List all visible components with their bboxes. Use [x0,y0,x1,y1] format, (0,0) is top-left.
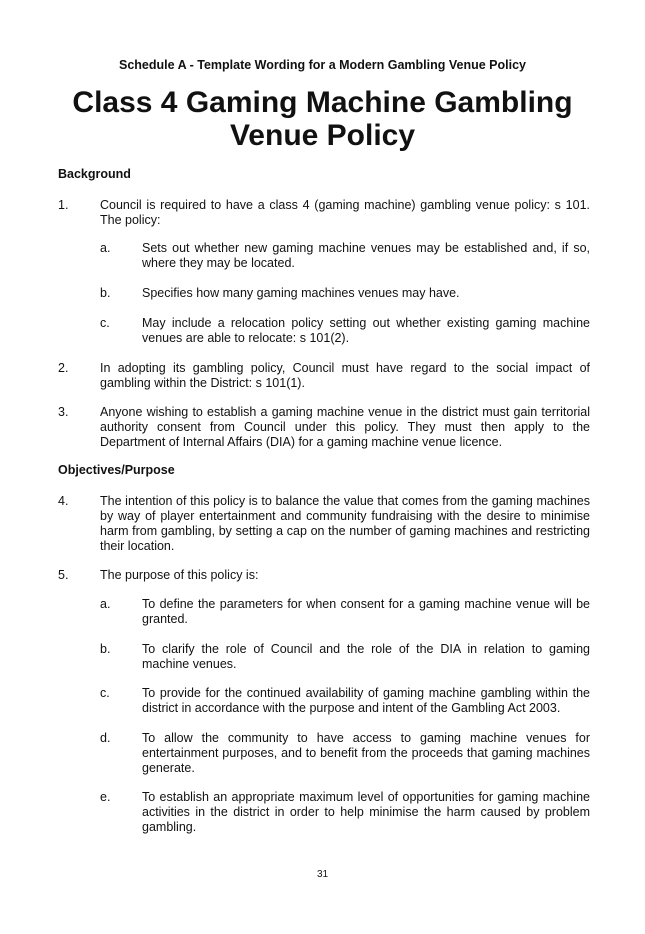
list-item [58,198,590,228]
item-text: To allow the community to have access to gaming machine venues for entertainment purposes, and to benefit from the proceeds that gaming machines generate. [142,731,590,775]
item-number: 5. [58,568,69,582]
item-number: b. [100,642,111,656]
list-item [58,405,590,450]
sub-list-item [100,686,590,716]
item-text: The intention of this policy is to balance the value that comes from the gaming machines by way of player entertainment and community fundraising with the desire to minimise harm from gambling, by setting a cap on the number of gaming machines and restricting their location. [100,494,590,553]
item-number: 4. [58,494,69,508]
item-number: 1. [58,198,69,212]
sub-list-item [100,316,590,346]
schedule-heading: Schedule A - Template Wording for a Modern Gambling Venue Policy [118,58,526,72]
item-text: Sets out whether new gaming machine venues may be established and, if so, where they may be located. [142,241,590,270]
item-number: c. [100,686,110,700]
item-text: To define the parameters for when consent for a gaming machine venue will be granted. [142,597,590,626]
item-number: a. [100,597,111,611]
item-number: 3. [58,405,69,419]
item-text: To provide for the continued availability of gaming machine gambling within the district in accordance with the purpose and intent of the Gambling Act 2003. [142,686,590,715]
item-text: To clarify the role of Council and the role of the DIA in relation to gaming machine venues. [142,642,590,671]
item-text: The purpose of this policy is: [100,568,259,582]
sub-list-item [100,642,590,672]
list-item [58,361,590,391]
item-number: 2. [58,361,69,375]
item-number: e. [100,790,111,804]
item-text: To establish an appropriate maximum level of opportunities for gaming machine activities in the district in order to help minimise the harm caused by problem gambling. [142,790,590,834]
page-title: Class 4 Gaming Machine Gambling Venue Policy [72,86,573,152]
item-text: In adopting its gambling policy, Council must have regard to the social impact of gambling within the District: s 101(1). [100,361,590,390]
list-item [58,494,590,554]
item-number: c. [100,316,110,330]
sub-list-item [100,597,590,627]
page-number: 31 [316,869,329,880]
item-number: a. [100,241,111,255]
list-item [58,568,590,583]
item-number: b. [100,286,111,300]
item-text: Council is required to have a class 4 (gaming machine) gambling venue policy: s 101. The policy: [100,198,590,227]
item-text: Anyone wishing to establish a gaming machine venue in the district must gain territorial authority consent from Council under this policy. They must then apply to the Department of Internal Affairs (DIA) for a gaming machine venue licence. [100,405,590,449]
item-text: Specifies how many gaming machines venues may have. [142,286,460,300]
sub-list-item [100,286,590,301]
sub-list-item [100,790,590,835]
item-number: d. [100,731,111,745]
sub-list-item [100,241,590,271]
item-text: May include a relocation policy setting out whether existing gaming machine venues are able to relocate: s 101(2). [142,316,590,345]
section-heading-objectives: Objectives/Purpose [58,463,175,477]
sub-list-item [100,731,590,776]
section-heading-background: Background [58,167,131,181]
